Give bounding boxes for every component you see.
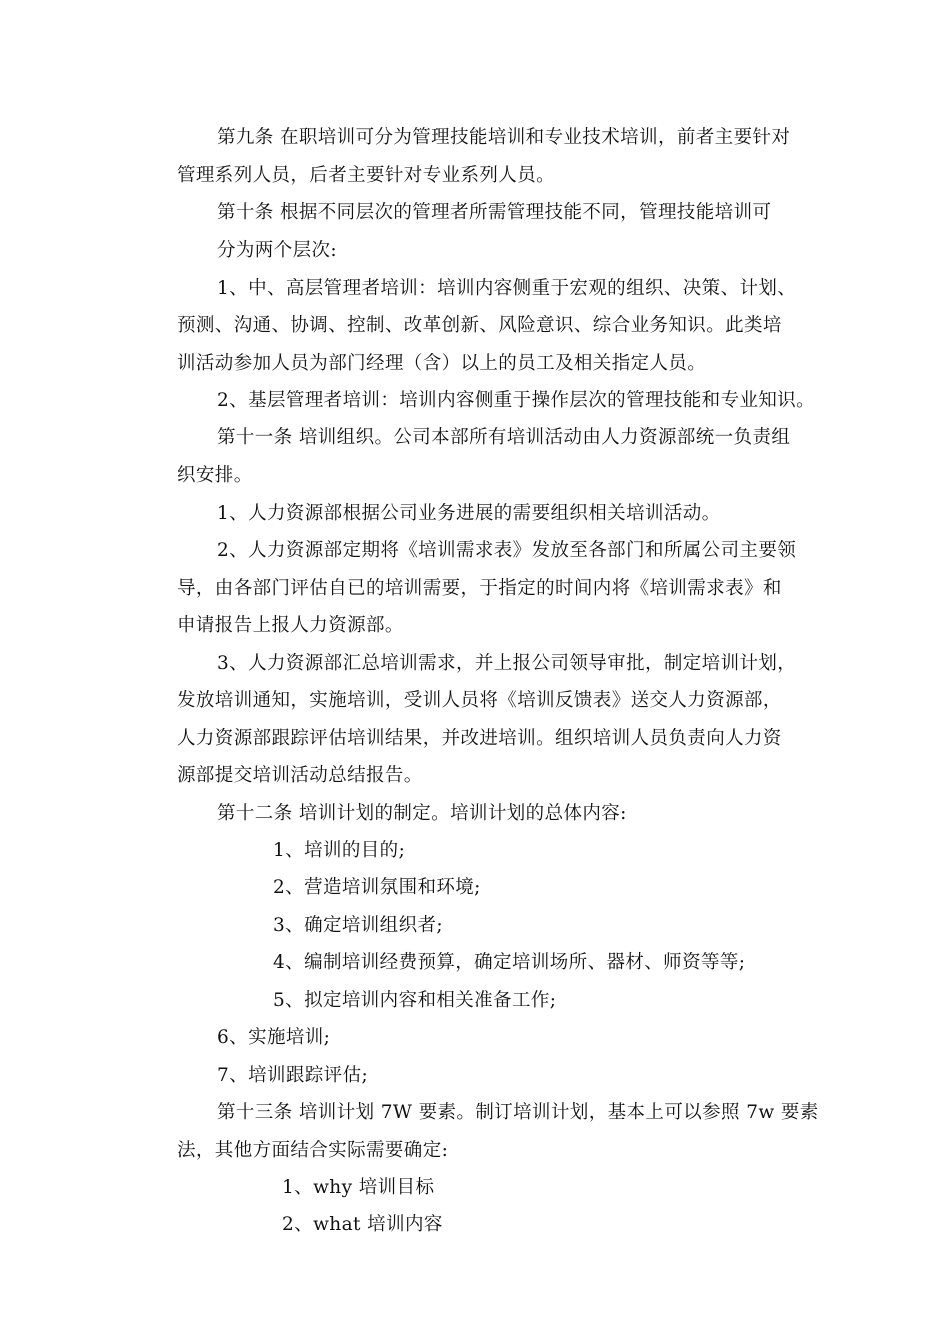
text-line: 发放培训通知，实施培训，受训人员将《培训反馈表》送交人力资源部， xyxy=(177,690,782,711)
text-line: 法，其他方面结合实际需要确定: xyxy=(177,1140,449,1161)
text-line: 分为两个层次: xyxy=(217,240,338,261)
text-line: 1、人力资源部根据公司业务进展的需要组织相关培训活动。 xyxy=(217,503,721,524)
text-line: 织安排。 xyxy=(177,465,253,486)
text-line: 申请报告上报人力资源部。 xyxy=(177,615,404,636)
text-line: 1、why 培训目标 xyxy=(282,1177,435,1198)
text-line: 6、实施培训; xyxy=(217,1027,331,1048)
text-line: 管理系列人员，后者主要针对专业系列人员。 xyxy=(177,165,556,186)
text-line: 第十一条 培训组织。公司本部所有培训活动由人力资源部统一负责组 xyxy=(217,427,791,448)
text-line: 2、what 培训内容 xyxy=(282,1214,443,1235)
text-line: 3、人力资源部汇总培训需求，并上报公司领导审批，制定培训计划， xyxy=(217,653,797,674)
text-line: 3、确定培训组织者; xyxy=(273,915,444,936)
text-line: 1、中、高层管理者培训：培训内容侧重于宏观的组织、决策、计划、 xyxy=(217,278,797,299)
text-line: 导，由各部门评估自已的培训需要，于指定的时间内将《培训需求表》和 xyxy=(177,578,782,599)
text-line: 2、基层管理者培训：培训内容侧重于操作层次的管理技能和专业知识。 xyxy=(217,390,816,411)
text-line: 1、培训的目的; xyxy=(273,840,406,861)
text-line: 2、营造培训氛围和环境; xyxy=(273,877,481,898)
text-line: 4、编制培训经费预算，确定培训场所、器材、师资等等; xyxy=(273,952,746,973)
text-line: 第十条 根据不同层次的管理者所需管理技能不同，管理技能培训可 xyxy=(217,202,772,223)
text-line: 预测、沟通、协调、控制、改革创新、风险意识、综合业务知识。此类培 xyxy=(177,315,782,336)
text-line: 2、人力资源部定期将《培训需求表》发放至各部门和所属公司主要领 xyxy=(217,540,797,561)
text-line: 第十二条 培训计划的制定。培训计划的总体内容: xyxy=(217,803,627,824)
text-line: 第十三条 培训计划 7W 要素。制订培训计划，基本上可以参照 7w 要素 xyxy=(217,1102,819,1123)
text-line: 人力资源部跟踪评估培训结果，并改进培训。组织培训人员负责向人力资 xyxy=(177,728,782,749)
text-line: 第九条 在职培训可分为管理技能培训和专业技术培训，前者主要针对 xyxy=(217,127,791,148)
text-line: 5、拟定培训内容和相关准备工作; xyxy=(273,990,557,1011)
text-line: 7、培训跟踪评估; xyxy=(217,1065,369,1086)
text-line: 训活动参加人员为部门经理（含）以上的员工及相关指定人员。 xyxy=(177,353,707,374)
text-line: 源部提交培训活动总结报告。 xyxy=(177,765,423,786)
